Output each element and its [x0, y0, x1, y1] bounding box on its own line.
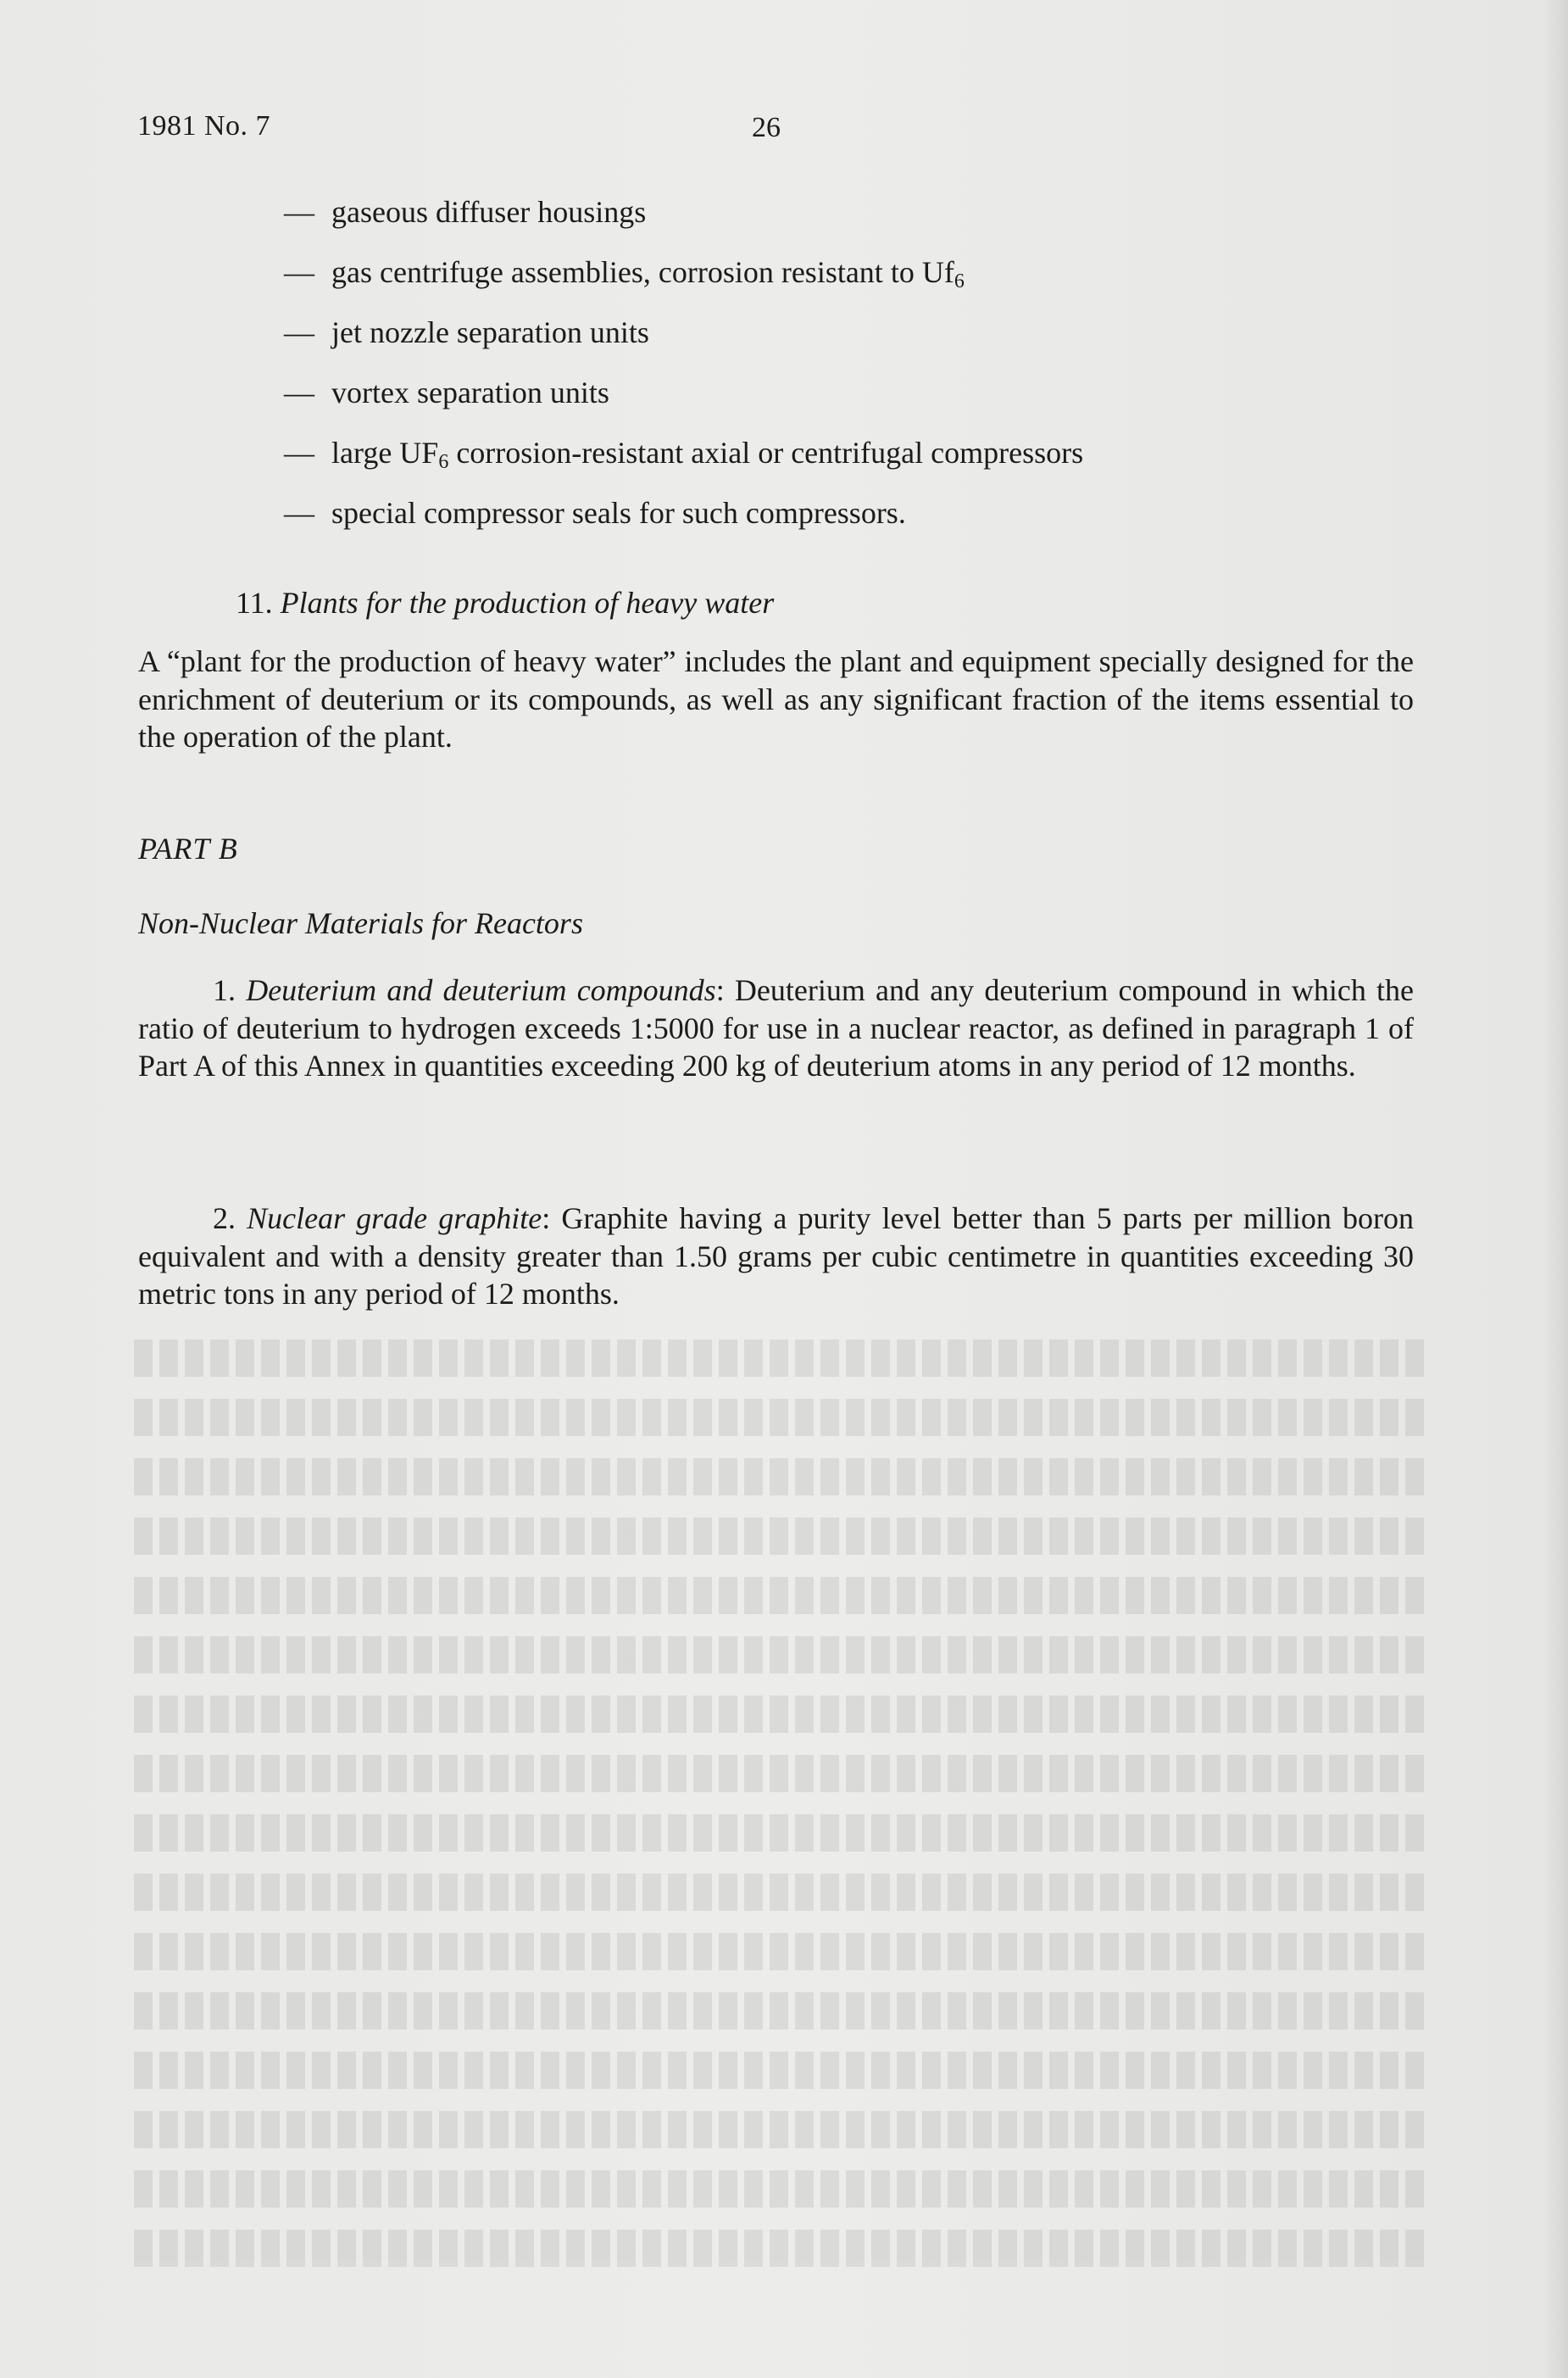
dash-marker: —: [284, 195, 314, 229]
dash-marker: —: [284, 315, 314, 349]
list-item-text: vortex separation units: [331, 376, 609, 409]
section-number: 11.: [236, 586, 273, 620]
equipment-list: [284, 193, 1471, 554]
dash-marker: —: [284, 436, 314, 470]
list-item: [284, 314, 1471, 374]
list-item-text: jet nozzle separation units: [331, 315, 649, 349]
item-number: 2.: [213, 1201, 236, 1235]
list-item: [284, 193, 1471, 253]
part-b-item-2: [138, 1200, 1414, 1313]
part-title: Non-Nuclear Materials for Reactors: [138, 906, 583, 940]
item-number: 1.: [213, 973, 236, 1007]
list-item: [284, 434, 1471, 494]
dash-marker: —: [284, 376, 314, 409]
list-item-text: large UF: [331, 436, 439, 470]
list-item-text-tail: corrosion-resistant axial or centrifugal compressors: [448, 436, 1084, 470]
list-item-text: special compressor seals for such compressors.: [331, 496, 906, 530]
list-item: [284, 494, 1471, 554]
document-reference: 1981 No. 7: [137, 110, 271, 142]
part-b-item-1: [138, 972, 1414, 1085]
item-body: : Deuterium and any deuterium compound in which the ratio of deuterium to hydrogen exceeds 1:5000 for use in a nuclear reactor, as defined in paragraph 1 of Part A of this Annex in quantities exceeding 200 kg of deuterium atoms in any period of 12 months.: [138, 973, 1415, 1083]
page-edge-shadow: [1543, 0, 1568, 2378]
list-item: [284, 374, 1471, 434]
section-title: Plants for the production of heavy water: [280, 586, 775, 620]
subscript: 6: [438, 451, 449, 473]
part-label: PART B: [138, 832, 238, 866]
list-item-text: gaseous diffuser housings: [331, 195, 647, 229]
list-item: [284, 253, 1471, 314]
item-title: Nuclear grade graphite: [247, 1201, 542, 1235]
item-title: Deuterium and deuterium compounds: [246, 973, 716, 1007]
list-item-text: gas centrifuge assemblies, corrosion resistant to Uf: [331, 255, 954, 289]
dash-marker: —: [284, 496, 314, 530]
section-11-heading: [236, 585, 774, 621]
show-through-text: [127, 1339, 1424, 2314]
section-11-body: A “plant for the production of heavy water” includes the plant and equipment specially designed for the enrichment of deuterium or its compounds, as well as any significant fraction of the items essential to the operation of the plant.: [138, 644, 1414, 754]
item-body: : Graphite having a purity level better than 5 parts per million boron equivalent and with a density greater than 1.50 grams per cubic centimetre in quantities exceeding 30 metric tons in any period of 12 months.: [138, 1201, 1415, 1311]
subscript: 6: [954, 270, 965, 292]
dash-marker: —: [284, 255, 314, 289]
page-number: 26: [752, 112, 781, 143]
